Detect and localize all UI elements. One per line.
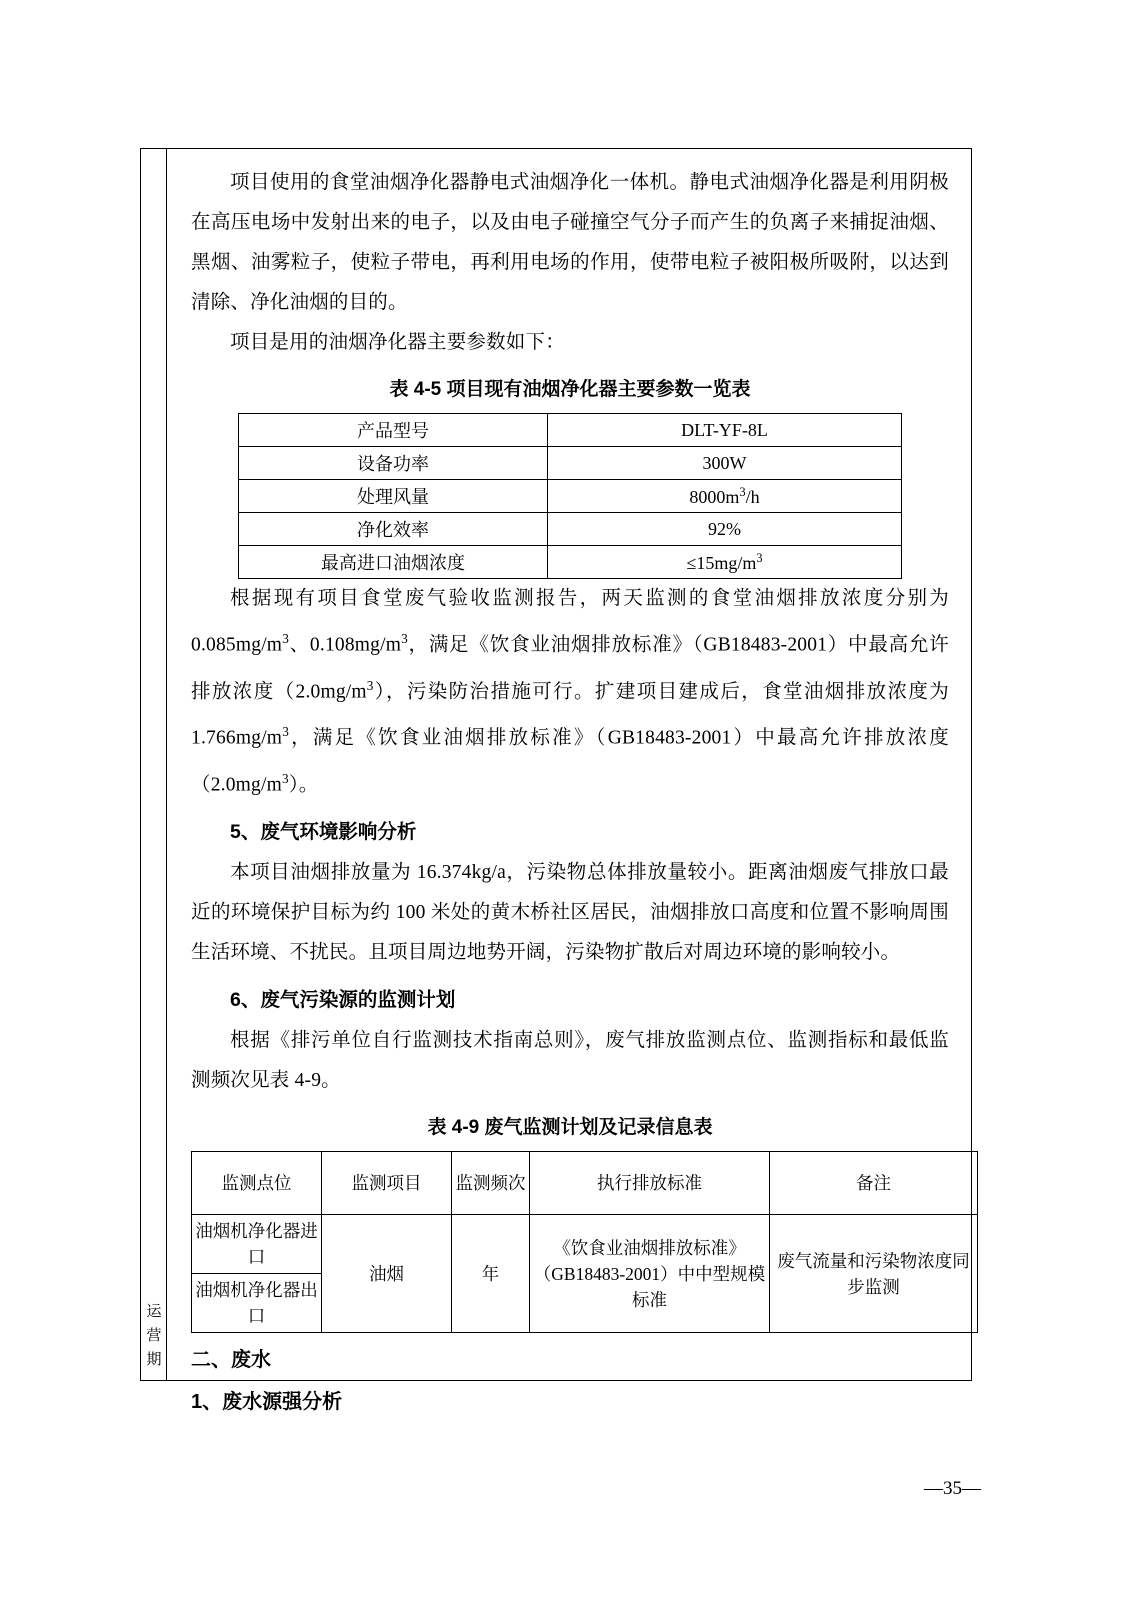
document-table-frame [140,148,972,1413]
sup-3: 3 [281,770,289,786]
paragraph-air-purifier-description: 项目使用的食堂油烟净化器静电式油烟净化一体机。静电式油烟净化器是利用阴极在高压电场中发射出来的电子，以及由电子碰撞空气分子而产生的负离子来捕捉油烟、黑烟、油雾粒子，使粒子带电，再利用电场的作用，使带电粒子被阳极所吸附，以达到清除、净化油烟的目的。 [191,172,949,313]
param-value: DLT-YF-8L [548,414,902,447]
param-label: 净化效率 [239,513,548,546]
cell-frequency: 年 [452,1215,530,1333]
heading-monitoring-plan: 6、废气污染源的监测计划 [230,989,456,1011]
sup-3: 3 [366,677,374,693]
column-header-point: 监测点位 [192,1152,322,1215]
table-row [239,480,902,513]
table-49-monitoring-plan [191,1151,978,1333]
column-header-frequency: 监测频次 [452,1152,530,1215]
table-49-title: 表 4-9 废气监测计划及记录信息表 [427,1117,713,1138]
table-row [239,447,902,480]
page-number: —35— [924,1478,981,1499]
column-header-note: 备注 [770,1152,978,1215]
cell-point-outlet: 油烟机净化器出口 [192,1274,322,1333]
param-value-sup: 3 [756,550,763,565]
sup-3: 3 [401,631,408,646]
paragraph-monitoring-results [191,579,949,805]
cell-point-inlet: 油烟机净化器进口 [192,1215,322,1274]
text-seg-a: 根据现有项目食堂废气验收监测报告，两天监测的食堂油烟排放浓度分别为0.085mg/m [191,588,949,656]
table-row [239,513,902,546]
text-seg-e: ，满足《饮食业油烟排放标准》（GB18483-2001）中最高允许排放浓度（2.0mg/m [191,727,949,795]
paragraph-parameters-intro: 项目是用的油烟净化器主要参数如下： [230,332,565,353]
param-label: 最高进口油烟浓度 [239,546,548,579]
cell-item: 油烟 [322,1215,452,1333]
table-45-parameters [238,413,902,579]
paragraph-impact-analysis: 本项目油烟排放量为 16.374kg/a，污染物总体排放量较小。距离油烟废气排放口最近的环境保护目标为约 100 米处的黄木桥社区居民，油烟排放口高度和位置不影响周围生活环境、不扰民。且项目周边地势开阔，污染物扩散后对周边环境的影响较小。 [191,862,949,963]
cell-note: 废气流量和污染物浓度同步监测 [770,1215,978,1333]
column-header-standard: 执行排放标准 [530,1152,770,1215]
param-value: 300W [548,447,902,480]
sup-3: 3 [282,631,290,646]
text-seg-c: ，满足《饮食业油烟排放标准》（GB18483-2001）中最高允许排放浓度（2.0mg/m [191,634,949,702]
param-label: 设备功率 [239,447,548,480]
text-seg-d: ），污染防治措施可行。扩建项目建成后，食堂油烟排放浓度为 1.766mg/m [191,681,950,749]
heading-waste-water-source: 1、废水源强分析 [191,1391,343,1413]
sup-3: 3 [282,724,290,739]
param-value [548,546,902,579]
param-value-sup: 3 [739,484,746,499]
param-value-main: 8000m [689,486,740,507]
stage-label-column [141,149,167,1380]
param-label: 处理风量 [239,480,548,513]
param-value [548,480,902,513]
text-seg-f: ）。 [288,774,319,795]
text-seg-b: 、0.108mg/m [289,634,402,656]
param-value-main: ≤15mg/m [686,552,757,573]
param-value-tail: /h [745,486,760,507]
table-header-row [192,1152,978,1215]
heading-waste-water: 二、废水 [191,1349,271,1371]
cell-standard: 《饮食业油烟排放标准》（GB18483-2001）中中型规模标准 [530,1215,770,1333]
column-header-item: 监测项目 [322,1152,452,1215]
param-label: 产品型号 [239,414,548,447]
document-content [167,149,971,1413]
param-value: 92% [548,513,902,546]
table-row [192,1215,978,1274]
stage-label-text: 运营期 [146,1303,162,1368]
heading-air-impact-analysis: 5、废气环境影响分析 [230,821,417,843]
table-row [239,546,902,579]
paragraph-monitoring-plan: 根据《排污单位自行监测技术指南总则》，废气排放监测点位、监测指标和最低监测频次见表 4-9。 [191,1030,949,1091]
table-45-title: 表 4-5 项目现有油烟净化器主要参数一览表 [389,379,751,400]
table-row [239,414,902,447]
